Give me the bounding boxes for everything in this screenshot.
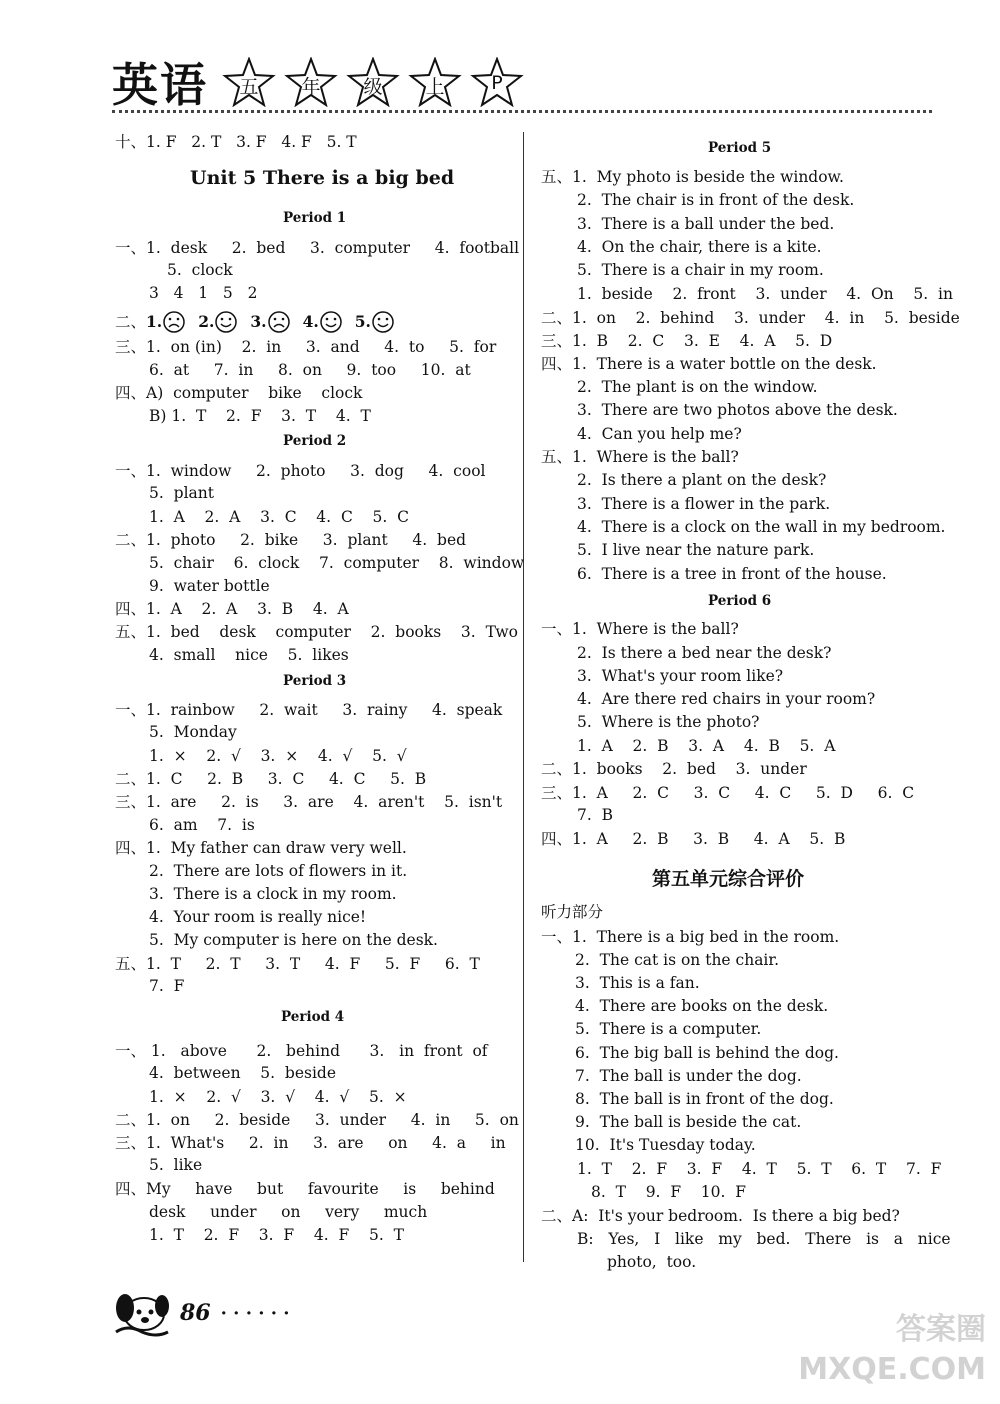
answer-line: 二、1. books 2. bed 3. under xyxy=(541,760,807,778)
header-stars xyxy=(222,57,524,107)
face-answer xyxy=(250,310,290,334)
answer-line: 1. A 2. A 3. C 4. C 5. C xyxy=(149,508,410,526)
answer-line: 8. T 9. F 10. F xyxy=(591,1183,747,1201)
face-number: 5. xyxy=(354,312,371,331)
answer-line: 1. T 2. F 3. F 4. T 5. T 6. T 7. F xyxy=(577,1160,942,1178)
answer-line: 3. This is a fan. xyxy=(575,974,700,992)
header-divider xyxy=(112,110,932,113)
answer-line: 2. The chair is in front of the desk. xyxy=(577,191,855,209)
smiley-face-icon xyxy=(371,310,395,334)
answer-line: 三、1. A 2. C 3. C 4. C 5. D 6. C xyxy=(541,784,915,802)
answer-line: 五、1. Where is the ball? xyxy=(541,448,739,466)
answer-line: 五、1. My photo is beside the window. xyxy=(541,168,844,186)
answer-line: 1. T 2. F 3. F 4. F 5. T xyxy=(149,1226,404,1244)
answer-line: desk under on very much xyxy=(149,1203,428,1221)
star-icon: 上 xyxy=(408,57,462,107)
answer-line: 1. A 2. B 3. A 4. B 5. A xyxy=(577,737,836,755)
answer-line: 十、1. F 2. T 3. F 4. F 5. T xyxy=(115,133,357,151)
review-subtitle: 听力部分 xyxy=(541,903,604,921)
star-icon: 年 xyxy=(284,57,338,107)
face-number: 3. xyxy=(250,312,267,331)
sad-face-icon xyxy=(162,310,186,334)
answer-line: 一、1. rainbow 2. wait 3. rainy 4. speak xyxy=(115,701,503,719)
face-number: 2. xyxy=(198,312,215,331)
answer-line: 4. Can you help me? xyxy=(577,425,742,443)
answer-line: photo, too. xyxy=(607,1253,697,1271)
face-answer xyxy=(198,310,238,334)
answer-line: 7. The ball is under the dog. xyxy=(575,1067,802,1085)
page-footer xyxy=(108,1288,290,1338)
answer-line: 一、1. desk 2. bed 3. computer 4. football xyxy=(115,239,520,257)
answer-line: 5. My computer is here on the desk. xyxy=(149,931,438,949)
answer-line: 4. There is a clock on the wall in my bedroom. xyxy=(577,518,946,536)
answer-line: 二、1. C 2. B 3. C 4. C 5. B xyxy=(115,770,427,788)
header xyxy=(112,52,524,112)
answer-line: B) 1. T 2. F 3. T 4. T xyxy=(149,407,371,425)
answer-line: 8. The ball is in front of the dog. xyxy=(575,1090,834,1108)
answer-line: 4. There are books on the desk. xyxy=(575,997,829,1015)
answer-line: 2. The cat is on the chair. xyxy=(575,951,780,969)
answer-line: B: Yes, I like my bed. There is a nice xyxy=(577,1230,951,1248)
section-label: 二、 xyxy=(115,313,147,331)
answer-line: 二、A: It's your bedroom. Is there a big bed? xyxy=(541,1207,900,1225)
answer-line: 6. The big ball is behind the dog. xyxy=(575,1044,839,1062)
answer-line: 三、1. on (in) 2. in 3. and 4. to 5. for xyxy=(115,338,497,356)
watermark-url: MXQE.COM xyxy=(798,1352,986,1387)
answer-line: 5. I live near the nature park. xyxy=(577,541,815,559)
answer-line: 6. at 7. in 8. on 9. too 10. at xyxy=(149,361,471,379)
answer-line: 3. There are two photos above the desk. xyxy=(577,401,898,419)
answer-line: 9. The ball is beside the cat. xyxy=(575,1113,802,1131)
period-title: Period 3 xyxy=(283,673,347,689)
page-number: 86 xyxy=(180,1300,211,1326)
answer-line: 五、1. T 2. T 3. T 4. F 5. F 6. T xyxy=(115,955,480,973)
watermark xyxy=(798,1310,986,1390)
face-answer xyxy=(303,310,343,334)
answer-line: 7. B xyxy=(577,806,614,824)
face-answer xyxy=(355,310,395,334)
smiley-face-icon xyxy=(319,310,343,334)
answer-line: 3. What's your room like? xyxy=(577,667,784,685)
answer-line: 3 4 1 5 2 xyxy=(149,284,258,302)
answer-line: 10. It's Tuesday today. xyxy=(575,1136,756,1154)
answer-line: 四、1. My father can draw very well. xyxy=(115,839,407,857)
answer-line: 5. There is a chair in my room. xyxy=(577,261,824,279)
period-title: Period 6 xyxy=(708,593,772,609)
answer-line: 一、1. Where is the ball? xyxy=(541,620,739,638)
answer-line: 4. On the chair, there is a kite. xyxy=(577,238,822,256)
sad-face-icon xyxy=(267,310,291,334)
answer-line: 1. beside 2. front 3. under 4. On 5. in xyxy=(577,285,953,303)
period-title: Period 2 xyxy=(283,433,347,449)
answer-line: 3. There is a ball under the bed. xyxy=(577,215,835,233)
face-number: 4. xyxy=(302,312,319,331)
answer-line: 5. clock xyxy=(167,261,233,279)
star-icon: 级 xyxy=(346,57,400,107)
dog-mascot-icon xyxy=(108,1288,174,1338)
answer-line: 三、1. B 2. C 3. E 4. A 5. D xyxy=(541,332,833,350)
answer-line: 6. There is a tree in front of the house. xyxy=(577,565,887,583)
review-title: 第五单元综合评价 xyxy=(652,868,805,890)
period-title: Period 1 xyxy=(283,210,347,226)
answer-line: 5. Monday xyxy=(149,723,237,741)
answer-line: 一、1. There is a big bed in the room. xyxy=(541,928,840,946)
answer-line: 4. small nice 5. likes xyxy=(149,646,349,664)
answer-line: 5. like xyxy=(149,1156,203,1174)
answer-line: 四、A) computer bike clock xyxy=(115,384,363,402)
answer-line: 2. Is there a bed near the desk? xyxy=(577,644,832,662)
answer-line: 4. between 5. beside xyxy=(149,1064,337,1082)
answer-line: 9. water bottle xyxy=(149,577,270,595)
column-divider xyxy=(523,132,524,1262)
answer-line: 二、1. on 2. beside 3. under 4. in 5. on xyxy=(115,1111,519,1129)
answer-line: 4. Your room is really nice! xyxy=(149,908,367,926)
answer-line: 四、1. There is a water bottle on the desk. xyxy=(541,355,877,373)
unit-title: Unit 5 There is a big bed xyxy=(190,167,455,189)
star-icon: P xyxy=(470,57,524,107)
answer-line: 2. There are lots of flowers in it. xyxy=(149,862,408,880)
answer-line: 5. chair 6. clock 7. computer 8. window xyxy=(149,554,525,572)
answer-line: 四、1. A 2. B 3. B 4. A 5. B xyxy=(541,830,846,848)
answer-line: 5. There is a computer. xyxy=(575,1020,762,1038)
answer-line: 三、1. What's 2. in 3. are on 4. a in xyxy=(115,1134,506,1152)
smiley-face-icon xyxy=(214,310,238,334)
answer-line: 5. Where is the photo? xyxy=(577,713,760,731)
answer-line: 1. × 2. √ 3. × 4. √ 5. √ xyxy=(149,747,407,765)
period-title: Period 4 xyxy=(281,1009,345,1025)
answer-line: 二、1. photo 2. bike 3. plant 4. bed xyxy=(115,531,467,549)
face-answer xyxy=(146,310,186,334)
answer-line: 3. There is a clock in my room. xyxy=(149,885,397,903)
answer-line: 五、1. bed desk computer 2. books 3. Two xyxy=(115,623,518,641)
period-title: Period 5 xyxy=(708,140,772,156)
face-number: 1. xyxy=(146,312,163,331)
answer-line: 1. × 2. √ 3. √ 4. √ 5. × xyxy=(149,1088,407,1106)
answer-line: 7. F xyxy=(149,977,185,995)
answer-line: 4. Are there red chairs in your room? xyxy=(577,690,876,708)
answer-line: 2. The plant is on the window. xyxy=(577,378,818,396)
star-icon: 五 xyxy=(222,57,276,107)
answer-line: 四、My have but favourite is behind xyxy=(115,1180,495,1198)
answer-line: 四、1. A 2. A 3. B 4. A xyxy=(115,600,349,618)
answer-line: 一、1. window 2. photo 3. dog 4. cool xyxy=(115,462,486,480)
answer-line: 二、1. on 2. behind 3. under 4. in 5. beside xyxy=(541,309,960,327)
watermark-logo-text: 答案圈 xyxy=(896,1312,986,1347)
answer-line: 5. plant xyxy=(149,484,214,502)
answer-line: 2. Is there a plant on the desk? xyxy=(577,471,827,489)
answer-line: 一、 1. above 2. behind 3. in front of xyxy=(115,1042,488,1060)
answer-line: 3. There is a flower in the park. xyxy=(577,495,831,513)
answer-line: 三、1. are 2. is 3. are 4. aren't 5. isn't xyxy=(115,793,503,811)
page-dots: · · · · · · xyxy=(220,1302,290,1324)
answer-line: 6. am 7. is xyxy=(149,816,255,834)
header-title: 英语 xyxy=(112,58,208,112)
face-answers xyxy=(115,310,395,334)
